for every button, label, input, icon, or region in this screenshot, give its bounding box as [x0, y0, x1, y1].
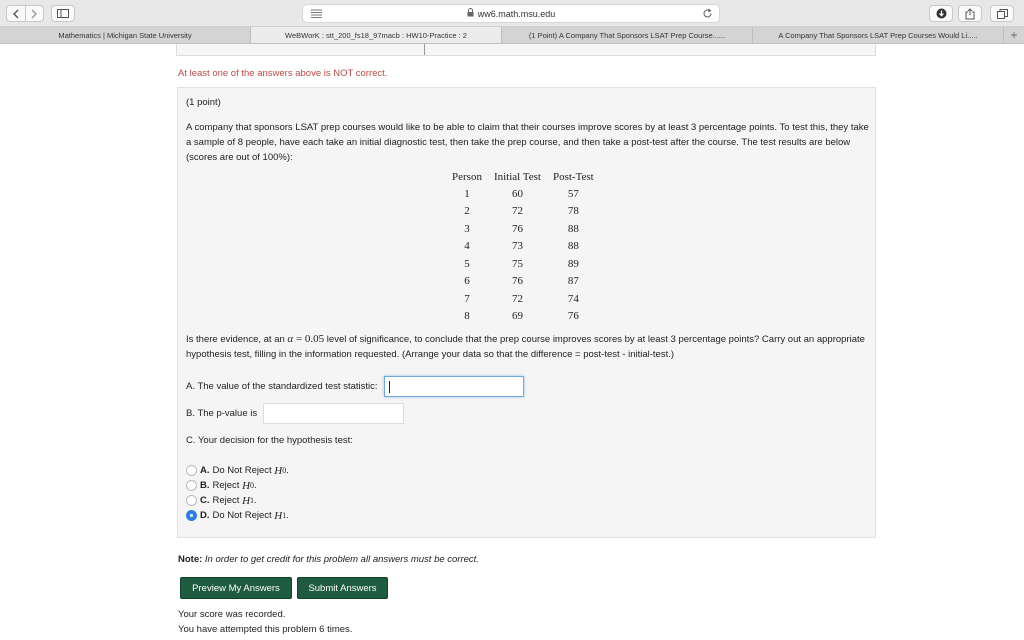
option-letter: C. [200, 495, 210, 506]
option-text: Reject [212, 495, 240, 506]
note-text: In order to get credit for this problem all answers must be correct. [202, 554, 479, 565]
share-icon[interactable] [958, 5, 982, 22]
test-statistic-input[interactable] [384, 376, 524, 397]
table-cell: 87 [567, 275, 579, 288]
option-letter: D. [200, 510, 210, 521]
option-var: H [274, 509, 283, 522]
option-sub: 0 [282, 466, 287, 475]
table-cell: 76 [567, 310, 579, 323]
reader-view-icon[interactable] [311, 9, 322, 20]
option-b[interactable]: B. Reject H 0 . [186, 478, 289, 493]
option-var: H [242, 494, 251, 507]
problem-statement: A company that sponsors LSAT prep courses would like to be able to claim that their courses improve scores by at least 3 percentage points. To test this, they take a sample of 8 people, have each take an initial diagnostic test, then take the prep course, and then take a post-test after the course. The test results are below (scores are out of 100%): [186, 122, 869, 163]
score-status: Your score was recorded. [178, 609, 286, 620]
part-b [186, 403, 404, 424]
table-cell: 57 [567, 187, 579, 200]
radio-option-c[interactable] [186, 495, 197, 506]
table-row [446, 185, 600, 203]
download-icon[interactable] [929, 5, 953, 22]
option-letter: B. [200, 480, 210, 491]
table-cell: 74 [567, 292, 579, 305]
table-cell: 4 [464, 240, 470, 253]
option-letter: A. [200, 465, 210, 476]
decision-options [186, 463, 289, 523]
table-row [446, 273, 600, 291]
question-pre: Is there evidence, at an [186, 334, 288, 345]
table-cell: 78 [567, 205, 579, 218]
part-a-label: A. The value of the standardized test statistic: [186, 381, 378, 392]
credit-note [178, 554, 479, 565]
option-sub: 1 [282, 511, 287, 520]
score-table [446, 168, 600, 325]
table-cell: 75 [511, 257, 523, 270]
question-post: level of significance, to conclude that the prep course improves scores by at least 3 percentage points? Carry out an appropriate hypothesis test, filling in the information requested. (Arrange your data so that the difference = post-test - initial-test.) [186, 334, 865, 360]
back-icon[interactable] [7, 6, 25, 21]
tab-webwork[interactable]: WeBWorK : stt_200_fs18_97macb : HW10-Practice : 2 [251, 27, 502, 43]
option-sub: 1 [250, 496, 255, 505]
address-bar[interactable] [302, 4, 720, 23]
table-cell: 76 [511, 275, 523, 288]
table-cell: 76 [511, 222, 523, 235]
tabs-overview-icon[interactable] [990, 5, 1014, 22]
table-row [446, 220, 600, 238]
table-cell: 72 [511, 205, 523, 218]
option-a[interactable]: A. Do Not Reject H 0 . [186, 463, 289, 478]
alpha-equals: = [293, 333, 305, 345]
option-var: H [242, 479, 251, 492]
reload-icon[interactable] [702, 8, 713, 21]
new-tab-icon[interactable]: + [1010, 28, 1018, 42]
part-b-label: B. The p-value is [186, 408, 258, 419]
option-text: Reject [212, 480, 240, 491]
submit-answers-button[interactable]: Submit Answers [297, 577, 388, 599]
table-cell: 69 [511, 310, 523, 323]
option-text: Do Not Reject [212, 465, 272, 476]
table-cell: 3 [464, 222, 470, 235]
tab-lsat-courses-would[interactable]: A Company That Sponsors LSAT Prep Courses Would Li..... [753, 27, 1004, 43]
option-c[interactable]: C. Reject H 1 . [186, 493, 289, 508]
table-cell: 73 [511, 240, 523, 253]
table-cell: 89 [567, 257, 579, 270]
option-sub: 0 [250, 481, 255, 490]
question-text [186, 332, 870, 362]
problem-box [177, 87, 876, 538]
tab-bar [0, 27, 1024, 44]
table-row [446, 203, 600, 221]
sidebar-toggle-icon[interactable] [51, 5, 75, 22]
table-cell: 5 [464, 257, 470, 270]
table-cell: 2 [464, 205, 470, 218]
table-cell: 1 [464, 187, 470, 200]
table-cell: 7 [464, 292, 470, 305]
problem-points: (1 point) [186, 97, 221, 108]
tab-lsat-course[interactable]: (1 Point) A Company That Sponsors LSAT Prep Course...... [502, 27, 753, 43]
part-c-label: C. Your decision for the hypothesis test: [186, 435, 353, 446]
radio-option-a[interactable] [186, 465, 197, 476]
radio-option-d[interactable] [186, 510, 197, 521]
table-cell: 8 [464, 310, 470, 323]
header-person: Person [452, 170, 482, 183]
alpha-symbol: α [287, 333, 294, 345]
forward-icon[interactable] [25, 6, 44, 21]
option-text: Do Not Reject [212, 510, 272, 521]
history-nav [6, 5, 44, 22]
table-cell: 72 [511, 292, 523, 305]
table-header-row [446, 168, 600, 185]
alpha-value: 0.05 [304, 333, 325, 345]
option-var: H [274, 464, 283, 477]
browser-toolbar [0, 0, 1024, 27]
table-row [446, 290, 600, 308]
table-cell: 88 [567, 240, 579, 253]
header-initial-test: Initial Test [493, 170, 541, 183]
preview-answers-button[interactable]: Preview My Answers [180, 577, 292, 599]
table-cell: 88 [567, 222, 579, 235]
p-value-input[interactable] [263, 403, 404, 424]
table-row [446, 308, 600, 326]
header-post-test: Post-Test [552, 170, 594, 183]
table-row [446, 238, 600, 256]
answer-preview-table-edge [176, 44, 876, 56]
table-cell: 60 [511, 187, 523, 200]
lock-icon [467, 8, 474, 19]
table-cell: 6 [464, 275, 470, 288]
tab-msu-math[interactable]: Mathematics | Michigan State University [0, 27, 251, 43]
incorrect-warning: At least one of the answers above is NOT correct. [178, 68, 388, 79]
part-a [186, 376, 524, 397]
note-label: Note: [178, 554, 203, 565]
attempts-status: You have attempted this problem 6 times. [178, 624, 353, 635]
table-row [446, 255, 600, 273]
radio-option-b[interactable] [186, 480, 197, 491]
option-d[interactable]: D. Do Not Reject H 1 . [186, 508, 289, 523]
url-text: ww6.math.msu.edu [477, 8, 556, 19]
